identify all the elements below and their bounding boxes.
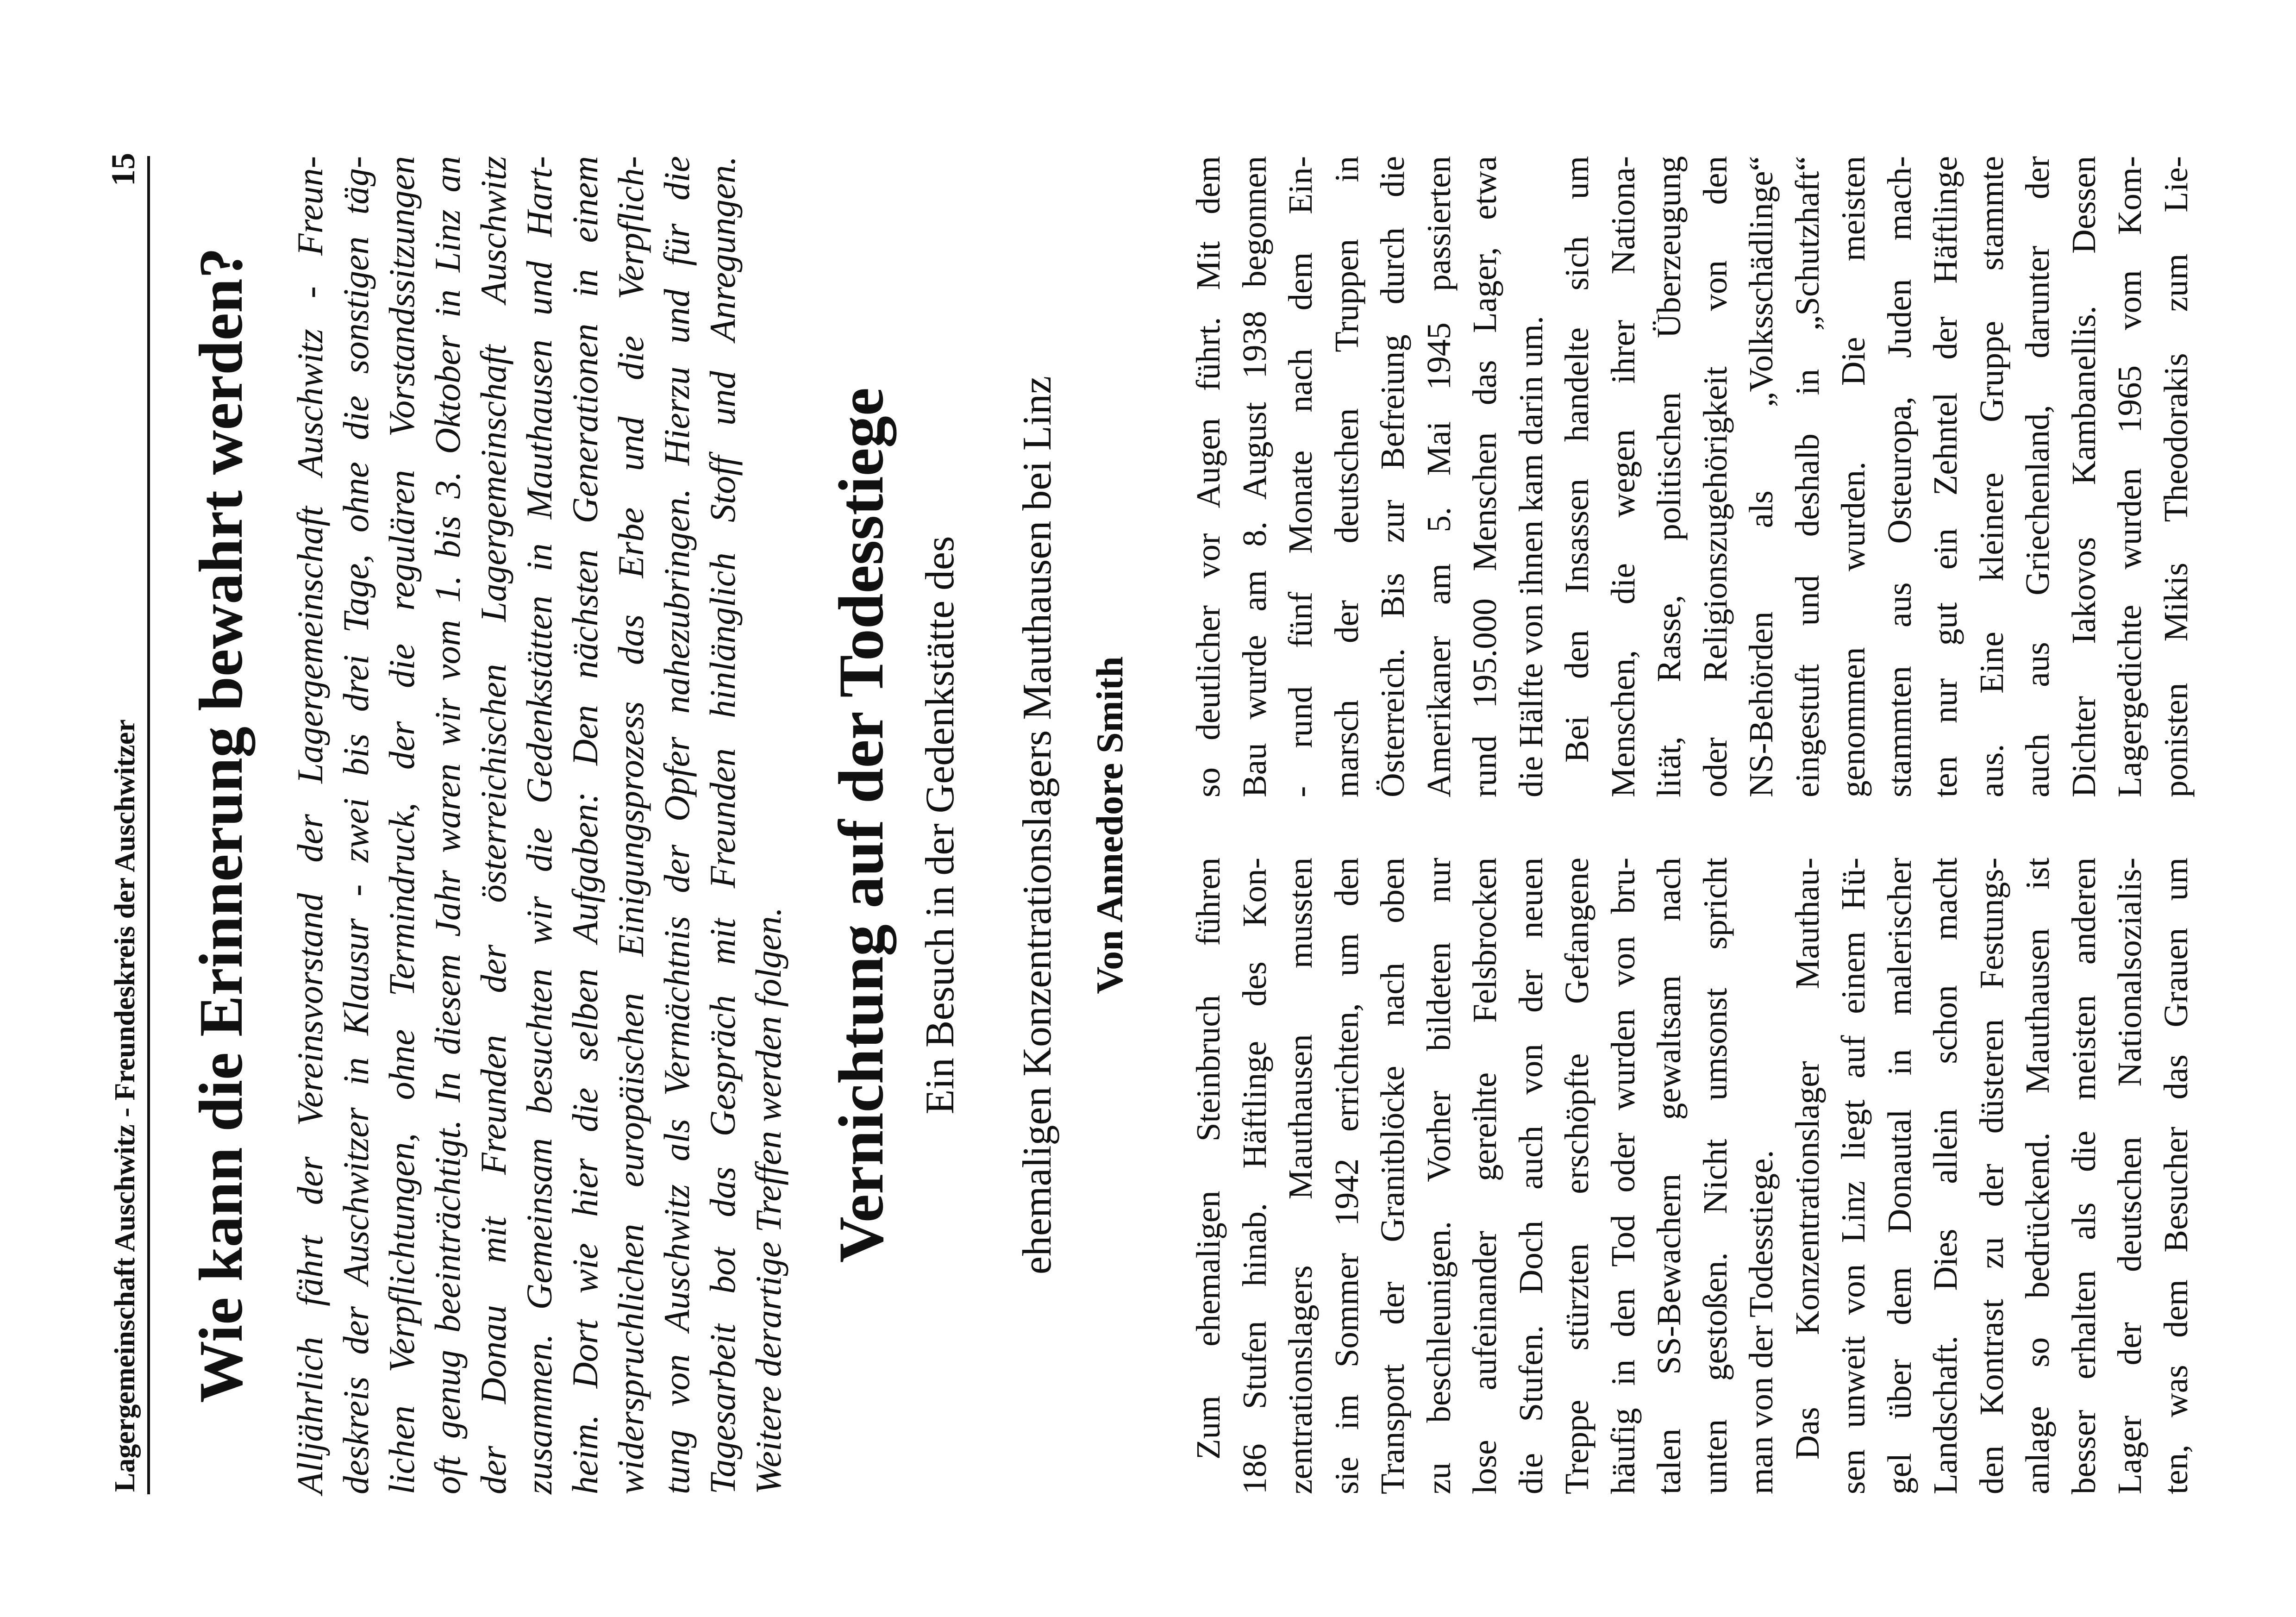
column-line: Lager der deutschen Nationalsozialis- xyxy=(2111,858,2148,1494)
page-number: 15 xyxy=(105,153,142,186)
column-line: rund 195.000 Menschen das Lager, etwa xyxy=(1466,156,1503,797)
intro-line: oft genug beeinträchtigt. In diesem Jahr waren wir vom 1. bis 3. Oktober in Linz an xyxy=(427,156,468,1494)
column-line: NS-Behörden als „Volksschädlinge“ xyxy=(1742,156,1780,797)
running-header-title: Lagergemeinschaft Auschwitz - Freundeskreis der Auschwitzer xyxy=(109,719,141,1492)
column-line: Transport der Granitblöcke nach oben xyxy=(1374,858,1411,1494)
column-line: die Hälfte von ihnen kam darin um. xyxy=(1512,316,1550,797)
intro-line: zusammen. Gemeinsam besuchten wir die Gedenkstätten in Mauthausen und Hart- xyxy=(519,156,559,1494)
intro-line: widerspruchlichen europäischen Einigungsprozess das Erbe und die Verpflich- xyxy=(611,156,651,1494)
column-line: zentrationslagers Mauthausen mussten xyxy=(1282,858,1319,1494)
column-line: Dichter Iakovos Kambanellis. Dessen xyxy=(2065,156,2102,797)
article2-title: Vernichtung auf der Todesstiege xyxy=(826,387,896,1263)
column-line: man von der Todesstiege. xyxy=(1742,1150,1780,1494)
column-line: Amerikaner am 5. Mai 1945 passierten xyxy=(1420,156,1458,797)
intro-line: heim. Dort wie hier die selben Aufgaben: Den nächsten Generationen in einem xyxy=(565,156,605,1494)
article2-column-left xyxy=(1185,858,2199,1494)
article1-title: Wie kann die Erinnerung bewahrt werden? xyxy=(187,247,255,1403)
column-line: genommen wurden. Die meisten xyxy=(1834,156,1872,797)
column-line: Zum ehemaligen Steinbruch führen xyxy=(1189,858,1227,1460)
column-line: die Stufen. Doch auch von der neuen xyxy=(1512,858,1550,1494)
column-line: den Kontrast zu der düsteren Festungs- xyxy=(1972,858,2010,1494)
column-line: Lagergedichte wurden 1965 vom Kom- xyxy=(2111,156,2148,797)
article2-subtitle-line1: Ein Besuch in der Gedenkstätte des xyxy=(918,536,963,1115)
column-line: unten gestoßen. Nicht umsonst spricht xyxy=(1696,858,1734,1494)
column-line: oder Religionszugehörigkeit von den xyxy=(1696,156,1734,797)
column-line: Österreich. Bis zur Befreiung durch die xyxy=(1374,156,1411,797)
column-line: Treppe stürzten erschöpfte Gefangene xyxy=(1558,858,1595,1494)
column-line: so deutlicher vor Augen führt. Mit dem xyxy=(1189,156,1227,797)
column-line: sie im Sommer 1942 errichten, um den xyxy=(1327,858,1365,1494)
intro-line: tung von Auschwitz als Vermächtnis der Opfer nahezubringen. Hierzu und für die xyxy=(657,156,697,1494)
column-line: häufig in den Tod oder wurden von bru- xyxy=(1604,858,1642,1494)
article1-intro xyxy=(287,156,791,1494)
column-line: talen SS-Bewachern gewaltsam nach xyxy=(1650,858,1688,1494)
column-line: Bei den Insassen handelte sich um xyxy=(1558,156,1595,763)
column-line: anlage so bedrückend. Mauthausen ist xyxy=(2019,858,2056,1494)
column-line: lose aufeinander gereihte Felsbrocken xyxy=(1466,858,1503,1494)
article2-subtitle-line2: ehemaligen Konzentrationslagers Mauthausen bei Linz xyxy=(1015,376,1060,1275)
column-line: Bau wurde am 8. August 1938 begonnen xyxy=(1235,156,1273,797)
header-rule xyxy=(147,156,150,1494)
column-line: besser erhalten als die meisten anderen xyxy=(2065,858,2102,1494)
column-line: ponisten Mikis Theodorakis zum Lie- xyxy=(2157,156,2195,797)
column-line: sen unweit von Linz liegt auf einem Hü- xyxy=(1834,858,1872,1494)
column-line: 186 Stufen hinab. Häftlinge des Kon- xyxy=(1235,858,1273,1494)
column-line: marsch der deutschen Truppen in xyxy=(1327,156,1365,797)
column-line: lität, Rasse, politischen Überzeugung xyxy=(1650,156,1688,797)
intro-line: Alljährlich fährt der Vereinsvorstand der Lagergemeinschaft Auschwitz - Freun- xyxy=(290,156,330,1494)
column-line: aus. Eine kleinere Gruppe stammte xyxy=(1972,156,2010,797)
column-line: Das Konzentrationslager Mauthau- xyxy=(1788,858,1826,1460)
column-line: ten, was dem Besucher das Grauen um xyxy=(2157,858,2195,1494)
column-line: auch aus Griechenland, darunter der xyxy=(2019,156,2056,797)
column-line: stammten aus Osteuropa, Juden mach- xyxy=(1880,156,1918,797)
article2-author: Von Annedore Smith xyxy=(1089,656,1131,994)
column-line: - rund fünf Monate nach dem Ein- xyxy=(1282,156,1319,797)
intro-line: der Donau mit Freunden der österreichischen Lagergemeinschaft Auschwitz xyxy=(473,156,513,1494)
column-line: Menschen, die wegen ihrer Nationa- xyxy=(1604,156,1642,797)
article2-column-right xyxy=(1185,156,2199,797)
column-line: zu beschleunigen. Vorher bildeten nur xyxy=(1420,858,1458,1494)
intro-line: Tagesarbeit bot das Gespräch mit Freunden hinlänglich Stoff und Anregungen. xyxy=(702,156,743,1494)
column-line: gel über dem Donautal in malerischer xyxy=(1880,858,1918,1494)
column-line: ten nur gut ein Zehntel der Häftlinge xyxy=(1927,156,1964,797)
column-line: eingestuft und deshalb in „Schutzhaft“ xyxy=(1788,156,1826,797)
intro-line: deskreis der Auschwitzer in Klausur - zwei bis drei Tage, ohne die sonstigen täg- xyxy=(336,156,376,1494)
column-line: Landschaft. Dies allein schon macht xyxy=(1927,858,1964,1494)
intro-line: lichen Verpflichtungen, ohne Termindruck, der die regulären Vorstandssitzungen xyxy=(382,156,422,1494)
intro-line: Weitere derartige Treffen werden folgen. xyxy=(748,907,788,1494)
